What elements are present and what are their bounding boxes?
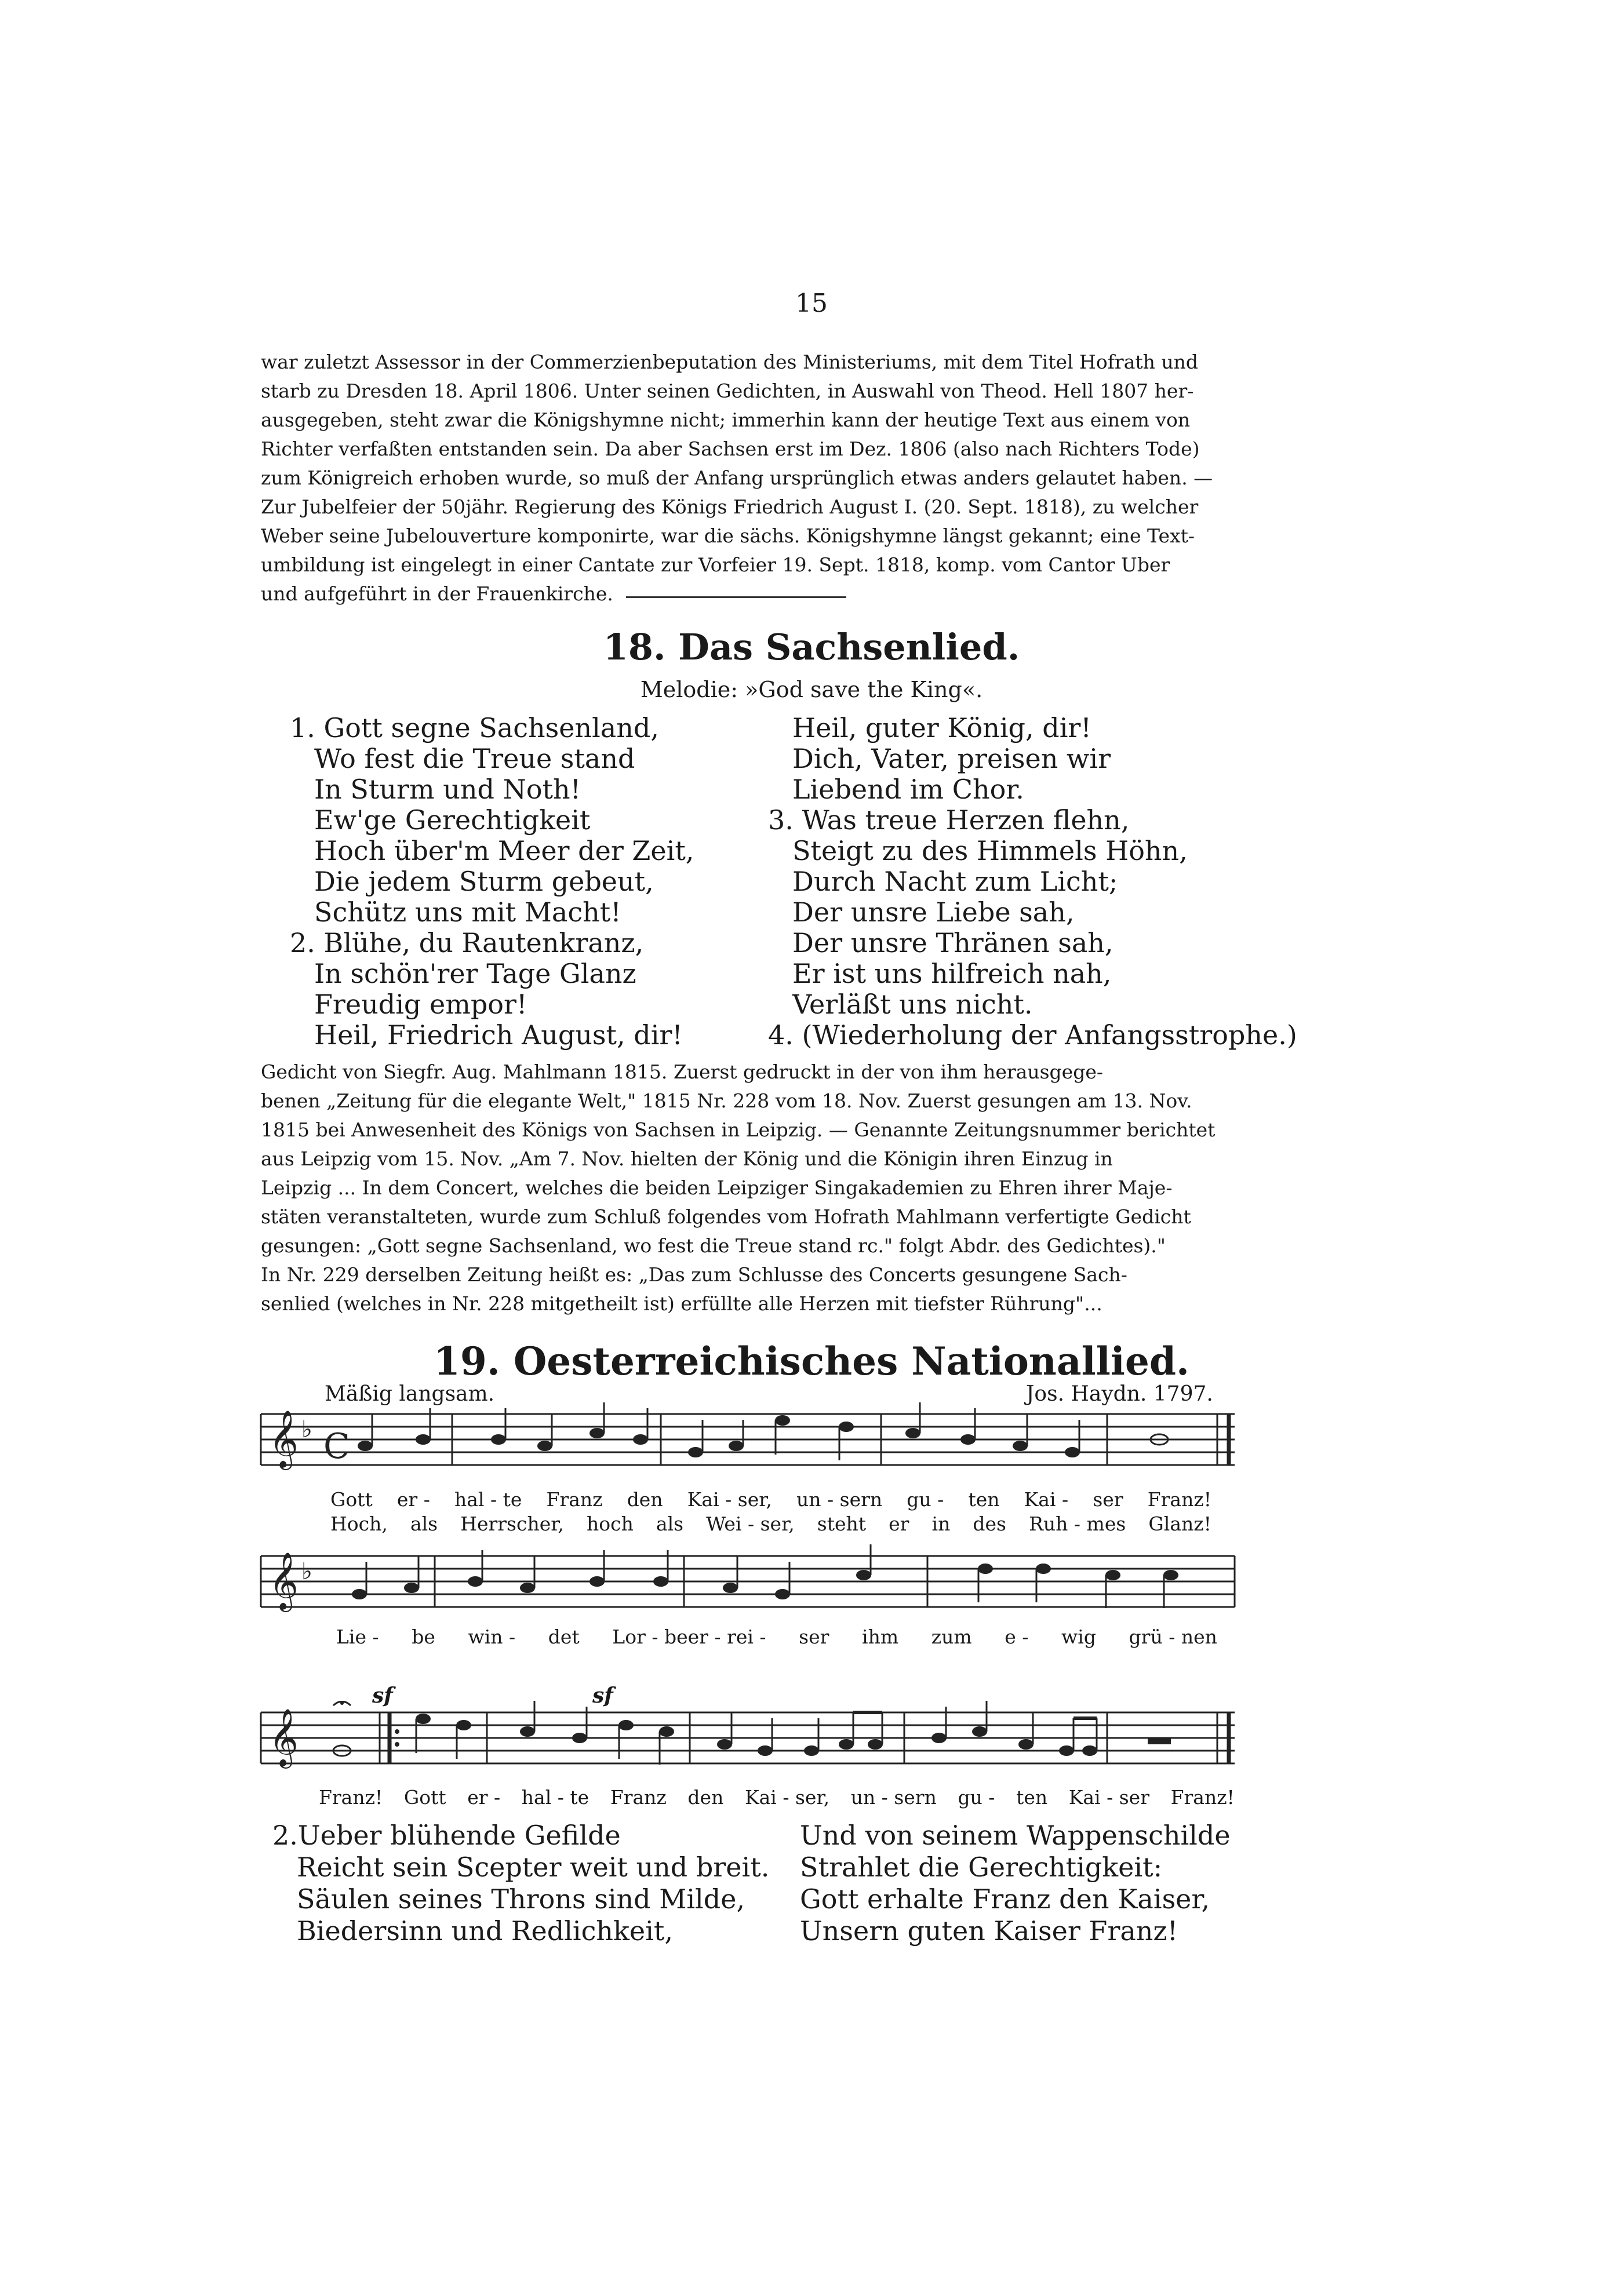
verse-line: 2.Ueber blühende Gefilde — [272, 1820, 621, 1851]
lyric-syllable: un - sern — [796, 1488, 883, 1511]
lyric-syllable: als — [656, 1513, 684, 1535]
lyric-syllable: Herrscher, — [460, 1513, 564, 1535]
lyric-syllable: win - — [468, 1626, 516, 1648]
song19-title — [0, 1339, 1623, 1384]
verse-line: 2. Blühe, du Rautenkranz, — [290, 927, 644, 959]
note-line: Leipzig ... In dem Concert, welches die beiden Leipziger Singakademien zu Ehren ihrer Maje- — [261, 1176, 1173, 1199]
staff2-lyrics — [336, 1626, 1217, 1648]
verse-line: Gott erhalte Franz den Kaiser, — [800, 1883, 1210, 1915]
common-time-icon: C — [323, 1426, 350, 1467]
treble-clef-icon: 𝄞 — [269, 1410, 299, 1468]
lyric-syllable: ihm — [862, 1626, 899, 1648]
composer-credit: Jos. Haydn. 1797. — [1026, 1382, 1213, 1406]
verse-line: Wo fest die Treue stand — [314, 743, 635, 774]
intro-line: Richter verfaßten entstanden sein. Da aber Sachsen erst im Dez. 1806 (also nach Richters Tode) — [261, 438, 1200, 460]
verse-line: Unsern guten Kaiser Franz! — [800, 1915, 1178, 1947]
lyric-syllable: hal - te — [521, 1786, 589, 1809]
verse-line: Säulen seines Throns sind Milde, — [297, 1883, 745, 1915]
note-line: stäten veranstalteten, wurde zum Schluß folgendes vom Hofrath Mahlmann verfertigte Gedicht — [261, 1205, 1191, 1228]
lyric-syllable: Franz — [546, 1488, 603, 1511]
dynamic-mark-1: sf — [372, 1683, 393, 1708]
verse-line: In Sturm und Noth! — [314, 774, 581, 805]
lyric-syllable: det — [548, 1626, 580, 1648]
note-line: 1815 bei Anwesenheit des Königs von Sachsen in Leipzig. — Genannte Zeitungsnummer berichtet — [261, 1118, 1216, 1141]
intro-line: ausgegeben, steht zwar die Königshymne nicht; immerhin kann der heutige Text aus einem von — [261, 409, 1191, 431]
intro-line: war zuletzt Assessor in der Commerzienbeputation des Ministeriums, mit dem Titel Hofrath und — [261, 351, 1198, 373]
verse-line: Und von seinem Wappenschilde — [800, 1820, 1231, 1851]
song18-title — [0, 626, 1623, 668]
verse-line: Hoch über'm Meer der Zeit, — [314, 835, 694, 866]
lyric-syllable: Hoch, — [330, 1513, 388, 1535]
intro-paragraph — [261, 348, 1351, 608]
song19-number: 19. — [434, 1339, 500, 1384]
lyric-syllable: Lie - — [336, 1626, 379, 1648]
lyric-syllable: in — [931, 1513, 951, 1535]
verse-line: Biedersinn und Redlichkeit, — [297, 1915, 673, 1947]
verse-line: Strahlet die Gerechtigkeit: — [800, 1852, 1163, 1883]
flat-sign-icon: ♭ — [301, 1558, 312, 1585]
verse-line: Die jedem Sturm gebeut, — [314, 866, 654, 897]
lyric-syllable: hal - te — [454, 1488, 522, 1511]
verse-line: Freudig empor! — [314, 989, 527, 1020]
lyric-syllable: den — [687, 1786, 724, 1809]
lyric-syllable: e - — [1005, 1626, 1029, 1648]
page-number: 15 — [795, 289, 828, 318]
dynamic-mark-2: sf — [592, 1683, 613, 1708]
lyric-syllable: Wei - ser, — [706, 1513, 795, 1535]
intro-line: zum Königreich erhoben wurde, so muß der Anfang ursprünglich etwas anders gelautet haben. — — [261, 467, 1213, 489]
flat-sign-icon: ♭ — [301, 1416, 312, 1443]
song18-notes — [261, 1058, 1351, 1318]
lyric-syllable: be — [412, 1626, 435, 1648]
treble-clef-icon: 𝄞 — [269, 1552, 299, 1610]
note-line: gesungen: „Gott segne Sachsenland, wo fest die Treue stand rc." folgt Abdr. des Gedichtes)." — [261, 1234, 1166, 1257]
verse-line: Heil, guter König, dir! — [792, 712, 1091, 744]
note-line: benen „Zeitung für die elegante Welt," 1815 Nr. 228 vom 18. Nov. Zuerst gesungen am 13. Nov. — [261, 1089, 1192, 1112]
lyric-syllable: Kai - — [1024, 1488, 1069, 1511]
lyric-syllable: Gott — [330, 1488, 373, 1511]
music-staff-1 — [255, 1402, 1240, 1484]
lyric-syllable: un - sern — [850, 1786, 937, 1809]
staff3-lyrics — [319, 1786, 1235, 1809]
lyric-syllable: Franz! — [1147, 1488, 1211, 1511]
lyric-syllable: den — [627, 1488, 663, 1511]
lyric-syllable: Franz! — [1170, 1786, 1235, 1809]
lyric-syllable: als — [410, 1513, 438, 1535]
verse-line: Der unsre Liebe sah, — [792, 896, 1075, 928]
lyric-syllable: steht — [817, 1513, 867, 1535]
note-line: senlied (welches in Nr. 228 mitgetheilt ist) erfüllte alle Herzen mit tiefster Rührung"... — [261, 1292, 1102, 1315]
lyric-syllable: ser — [799, 1626, 829, 1648]
song18-number: 18. — [603, 626, 666, 668]
song19-verse2-left — [272, 1820, 769, 1947]
lyric-syllable: Franz — [610, 1786, 667, 1809]
verse-line: Reicht sein Scepter weit und breit. — [297, 1852, 770, 1883]
tempo-marking: Mäßig langsam. — [325, 1382, 495, 1406]
song18-left-verses — [290, 713, 694, 1051]
note-line: aus Leipzig vom 15. Nov. „Am 7. Nov. hielten der König und die Königin ihren Einzug in — [261, 1147, 1113, 1170]
verse-line: Heil, Friedrich August, dir! — [314, 1019, 683, 1051]
lyric-syllable: ser — [1093, 1488, 1123, 1511]
lyric-syllable: grü - nen — [1129, 1626, 1217, 1648]
verse-line: Verläßt uns nicht. — [792, 989, 1033, 1020]
verse-line: Steigt zu des Himmels Höhn, — [792, 835, 1188, 866]
verse-line: Dich, Vater, preisen wir — [792, 743, 1111, 774]
verse-line: 1. Gott segne Sachsenland, — [290, 712, 659, 744]
staff1-lyrics-line2 — [330, 1513, 1211, 1535]
treble-clef-icon: 𝄞 — [269, 1708, 299, 1766]
note-line: Gedicht von Siegfr. Aug. Mahlmann 1815. Zuerst gedruckt in der von ihm herausgege- — [261, 1060, 1103, 1083]
verse-line: Durch Nacht zum Licht; — [792, 866, 1118, 897]
lyric-syllable: zum — [931, 1626, 972, 1648]
lyric-syllable: Glanz! — [1148, 1513, 1211, 1535]
lyric-syllable: er - — [467, 1786, 501, 1809]
music-staff-3 — [255, 1701, 1240, 1782]
verse-line: Liebend im Chor. — [792, 774, 1024, 805]
verse-line: 3. Was treue Herzen flehn, — [768, 804, 1130, 836]
intro-line: umbildung ist eingelegt in einer Cantate zur Vorfeier 19. Sept. 1818, komp. vom Cantor Uber — [261, 553, 1170, 576]
verse-line: In schön'rer Tage Glanz — [314, 958, 636, 989]
song19-title-text: Oesterreichisches Nationallied. — [513, 1339, 1189, 1384]
staff1-lyrics-line1 — [330, 1488, 1211, 1511]
lyric-syllable: des — [973, 1513, 1006, 1535]
lyric-syllable: gu - — [907, 1488, 944, 1511]
lyric-syllable: wig — [1061, 1626, 1096, 1648]
music-staff-2 — [255, 1544, 1240, 1620]
verse-line: Schütz uns mit Macht! — [314, 896, 621, 928]
verse-line: Er ist uns hilfreich nah, — [792, 958, 1112, 989]
lyric-syllable: gu - — [958, 1786, 995, 1809]
intro-line: starb zu Dresden 18. April 1806. Unter seinen Gedichten, in Auswahl von Theod. Hell 1807 her- — [261, 380, 1194, 402]
song18-title-text: Das Sachsenlied. — [678, 626, 1020, 668]
lyric-syllable: Kai - ser — [1068, 1786, 1149, 1809]
verse-line: 4. (Wiederholung der Anfangsstrophe.) — [768, 1019, 1297, 1051]
lyric-syllable: Ruh - mes — [1029, 1513, 1126, 1535]
lyric-syllable: Kai - ser, — [744, 1786, 830, 1809]
song18-melody: Melodie: »God save the King«. — [640, 677, 983, 702]
intro-line: Zur Jubelfeier der 50jähr. Regierung des Königs Friedrich August I. (20. Sept. 1818), zu welcher — [261, 495, 1199, 518]
song19-verse2-right — [800, 1820, 1231, 1947]
lyric-syllable: ten — [1016, 1786, 1048, 1809]
divider — [626, 596, 846, 598]
lyric-syllable: Lor - beer - rei - — [612, 1626, 766, 1648]
verse-line: Ew'ge Gerechtigkeit — [314, 804, 591, 836]
lyric-syllable: Gott — [403, 1786, 446, 1809]
lyric-syllable: ten — [968, 1488, 1000, 1511]
intro-line: und aufgeführt in der Frauenkirche. — [261, 582, 613, 605]
half-rest-icon — [1148, 1738, 1171, 1744]
note-line: In Nr. 229 derselben Zeitung heißt es: „Das zum Schlusse des Concerts gesungene Sach- — [261, 1263, 1127, 1286]
lyric-syllable: Franz! — [319, 1786, 383, 1809]
lyric-syllable: er - — [396, 1488, 430, 1511]
verse-line: Der unsre Thränen sah, — [792, 927, 1113, 959]
song18-right-verses — [768, 713, 1297, 1051]
lyric-syllable: er — [889, 1513, 909, 1535]
lyric-syllable: Kai - ser, — [687, 1488, 772, 1511]
intro-line: Weber seine Jubelouverture komponirte, war die sächs. Königshymne längst gekannt; eine Text- — [261, 524, 1195, 547]
lyric-syllable: hoch — [586, 1513, 634, 1535]
